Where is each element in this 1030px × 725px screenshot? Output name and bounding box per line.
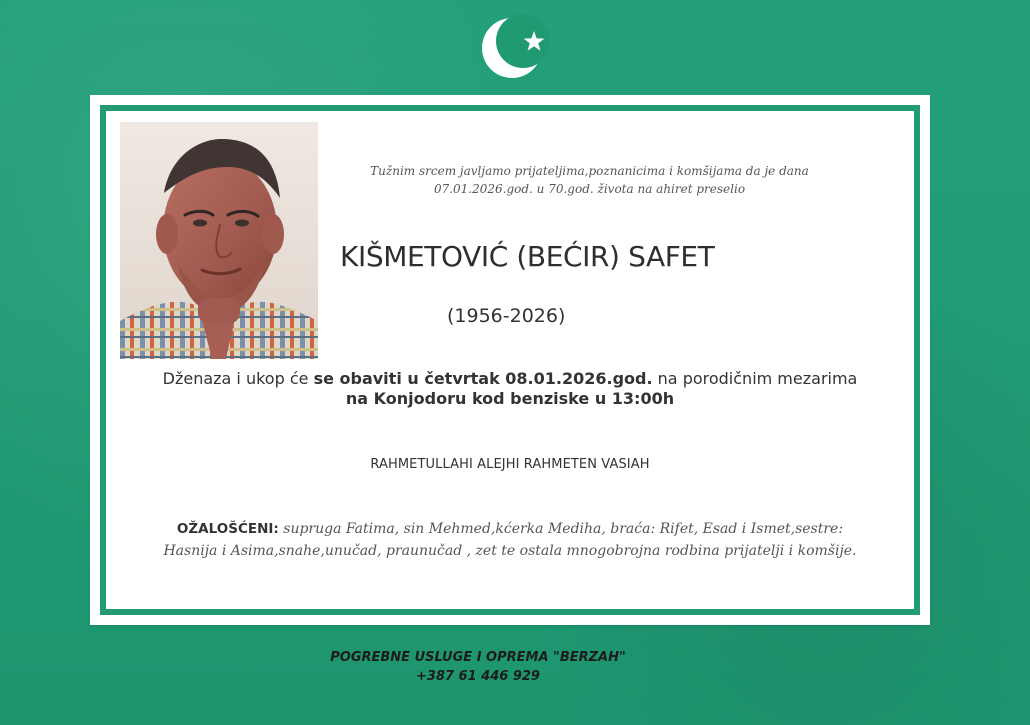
- crescent-star-icon: [478, 10, 554, 86]
- funeral-line-1: [90, 369, 930, 389]
- mourners-label: OŽALOŠĆENI:: [176, 521, 279, 537]
- intro-text: [336, 162, 843, 198]
- intro-line-2: 07.01.2026.god. u 70.god. života na ahiret preselio: [433, 182, 746, 196]
- mourners-list: [124, 518, 896, 562]
- obituary-notice: [90, 95, 930, 625]
- funeral-line-1-start: Dženaza i ukop će: [162, 369, 309, 388]
- funeral-company-phone: +387 61 446 929: [416, 669, 540, 684]
- funeral-line-1-end: na porodičnim mezarima: [657, 369, 858, 388]
- deceased-portrait: [120, 122, 318, 359]
- mourners-line-1-text: supruga Fatima, sin Mehmed,kćerka Mediha, braća: Rifet, Esad i Ismet,sestre:: [283, 521, 844, 537]
- funeral-service-footer: [318, 648, 638, 686]
- funeral-details: [90, 369, 930, 409]
- funeral-line-2: na Konjodoru kod benziske u 13:00h: [345, 389, 675, 408]
- deceased-name: KIŠMETOVIĆ (BEĆIR) SAFET: [340, 240, 715, 273]
- intro-line-1: Tužnim srcem javljamo prijateljima,poznanicima i komšijama da je dana: [370, 164, 809, 178]
- blessing-text: RAHMETULLAHI ALEJHI RAHMETEN VASIAH: [370, 457, 650, 472]
- life-years: (1956-2026): [447, 305, 566, 327]
- funeral-line-1-bold: se obaviti u četvrtak 08.01.2026.god.: [313, 369, 653, 388]
- mourners-line-2: Hasnija i Asima,snahe,unučad, praunučad , zet te ostala mnogobrojna rodbina prijatelji i komšije.: [163, 543, 857, 559]
- funeral-company-name: POGREBNE USLUGE I OPREMA "BERZAH": [330, 650, 626, 665]
- mourners-line-1: [124, 518, 896, 540]
